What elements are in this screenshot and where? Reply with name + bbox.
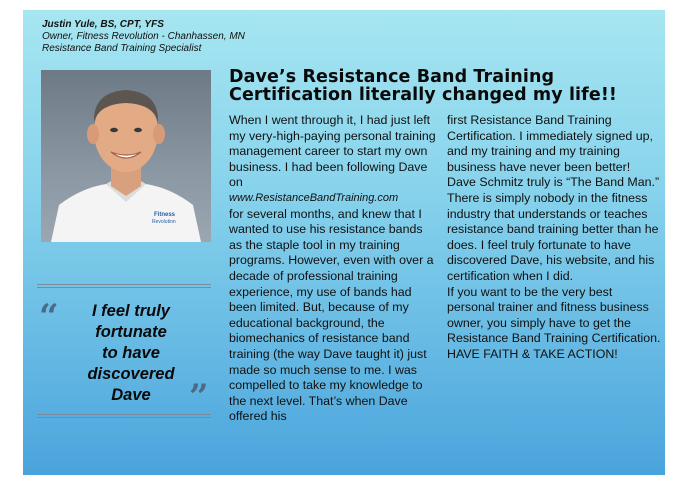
pullquote-line-4: discovered (87, 365, 175, 383)
pull-quote (64, 301, 198, 406)
shirt-logo-text-2: Revolution (152, 219, 176, 225)
portrait-illustration (41, 70, 211, 242)
testimonial-column-2 (447, 113, 662, 363)
headline (229, 68, 649, 104)
column1-text-a: When I went through it, I had just left my very-high-paying personal training management career to start my own business. I had been following Dave on (229, 113, 436, 190)
pullquote-line-2: fortunate (95, 323, 167, 341)
author-name: Justin Yule, BS, CPT, YFS (42, 19, 164, 30)
column1-text-b: for several months, and knew that I wanted to use his resistance bands as the staple tool in my training programs. However, even with over a decade of professional training experience, my use of bands had been limited. But, because of my educational background, the biomechanics of resistance band training (the way Dave taught it) just made so much sense to me. I was compelled to take my knowledge to the next level. That’s when Dave offered his (229, 206, 434, 424)
author-specialty: Resistance Band Training Specialist (42, 43, 202, 54)
testimonial-column-1 (229, 113, 439, 425)
open-quote-icon: “ (39, 297, 59, 337)
pullquote-line-5: Dave (111, 386, 151, 404)
headline-line-2: Certification literally changed my life!! (229, 85, 617, 105)
pullquote-top-rule-2 (37, 287, 211, 288)
column2-paragraph-4: HAVE FAITH & TAKE ACTION! (447, 346, 618, 361)
headline-line-1: Dave’s Resistance Band Training (229, 67, 555, 87)
pullquote-top-rule (37, 284, 211, 285)
pullquote-line-1: I feel truly (92, 302, 170, 320)
author-photo (41, 70, 211, 242)
pullquote-bottom-rule-2 (37, 417, 211, 418)
author-role: Owner, Fitness Revolution - Chanhassen, MN (42, 31, 245, 42)
column2-paragraph-1: first Resistance Band Training Certification. I immediately signed up, and my training and my training business have never been better! (447, 113, 653, 174)
close-quote-icon: ” (189, 377, 209, 417)
author-byline (42, 19, 245, 55)
website-url: www.ResistanceBandTraining.com (229, 191, 399, 204)
pullquote-line-3: to have (102, 344, 160, 362)
column2-paragraph-2: Dave Schmitz truly is “The Band Man.” There is simply nobody in the fitness industry that understands or teaches resistance band training better than he does. I feel truly fortunate to have discovered Dave, his website, and his certification when I did. (447, 175, 660, 283)
shirt-logo-text-1: Fitness (154, 212, 176, 218)
column2-paragraph-3: If you want to be the very best personal trainer and fitness business owner, you simply have to get the Resistance Band Training Certification. (447, 284, 661, 346)
pullquote-bottom-rule (37, 414, 211, 415)
